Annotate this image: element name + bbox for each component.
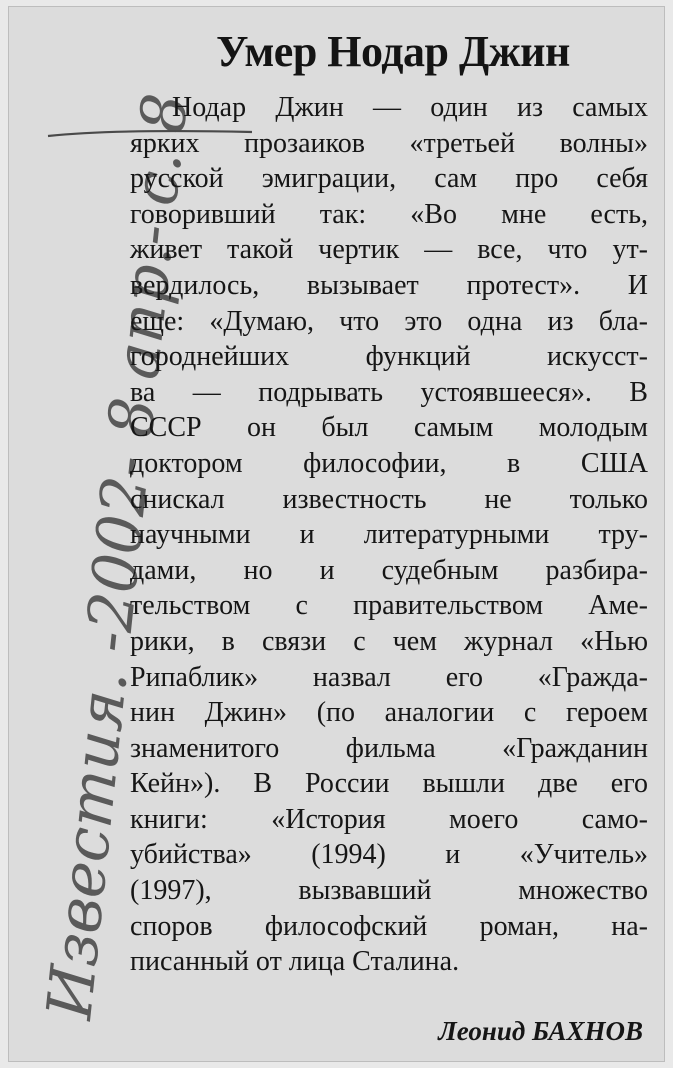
article-line: еще: «Думаю, что это одна из бла-	[130, 305, 648, 337]
headline: Умер Нодар Джин	[216, 27, 570, 76]
handwritten-note-drawing	[12, 46, 204, 1036]
article-line: живет такой чертик — все, что ут-	[130, 234, 648, 266]
article-line: СССР он был самым молодым	[130, 412, 648, 444]
article-line: Рипаблик» назвал его «Гражда-	[130, 661, 648, 693]
article-line: Кейн»). В России вышли две его	[130, 768, 648, 800]
newspaper-clipping	[8, 6, 665, 1062]
article-line: рики, в связи с чем журнал «Нью	[130, 625, 648, 657]
article-line: снискал известность не только	[130, 483, 648, 515]
article-line: знаменитого фильма «Гражданин	[130, 732, 648, 764]
article-line: доктором философии, в США	[130, 447, 648, 479]
article-line: говоривший так: «Во мне есть,	[130, 198, 648, 230]
article-line: тельством с правительством Аме-	[130, 590, 648, 622]
handwritten-note-text: Известия. -2002- 8 апр.- с. 8	[32, 76, 204, 1023]
article-line: ярких прозаиков «третьей волны»	[130, 127, 648, 159]
article-line: Нодар Джин — один из самых	[172, 92, 648, 123]
handwritten-margin-note	[12, 46, 204, 1036]
article-line: городнейших функций искусст-	[130, 341, 648, 373]
article-line: вердилось, вызывает протест». И	[130, 269, 648, 301]
article-body	[130, 90, 648, 980]
article-line: нин Джин» (по аналогии с героем	[130, 697, 648, 729]
article-line: споров философский роман, на-	[130, 910, 648, 942]
article-line: ва — подрывать устоявшееся». В	[130, 376, 648, 408]
author-byline: Леонид БАХНОВ	[438, 1016, 643, 1046]
article-line-last: писанный от лица Сталина.	[130, 946, 460, 978]
article-line: убийства» (1994) и «Учитель»	[130, 839, 648, 871]
article-line: научными и литературными тру-	[130, 519, 648, 551]
article-line: книги: «История моего само-	[130, 803, 648, 835]
article-line: (1997), вызвавший множество	[130, 875, 648, 907]
article-line: дами, но и судебным разбира-	[130, 554, 648, 586]
article-line: русской эмиграции, сам про себя	[130, 163, 648, 195]
